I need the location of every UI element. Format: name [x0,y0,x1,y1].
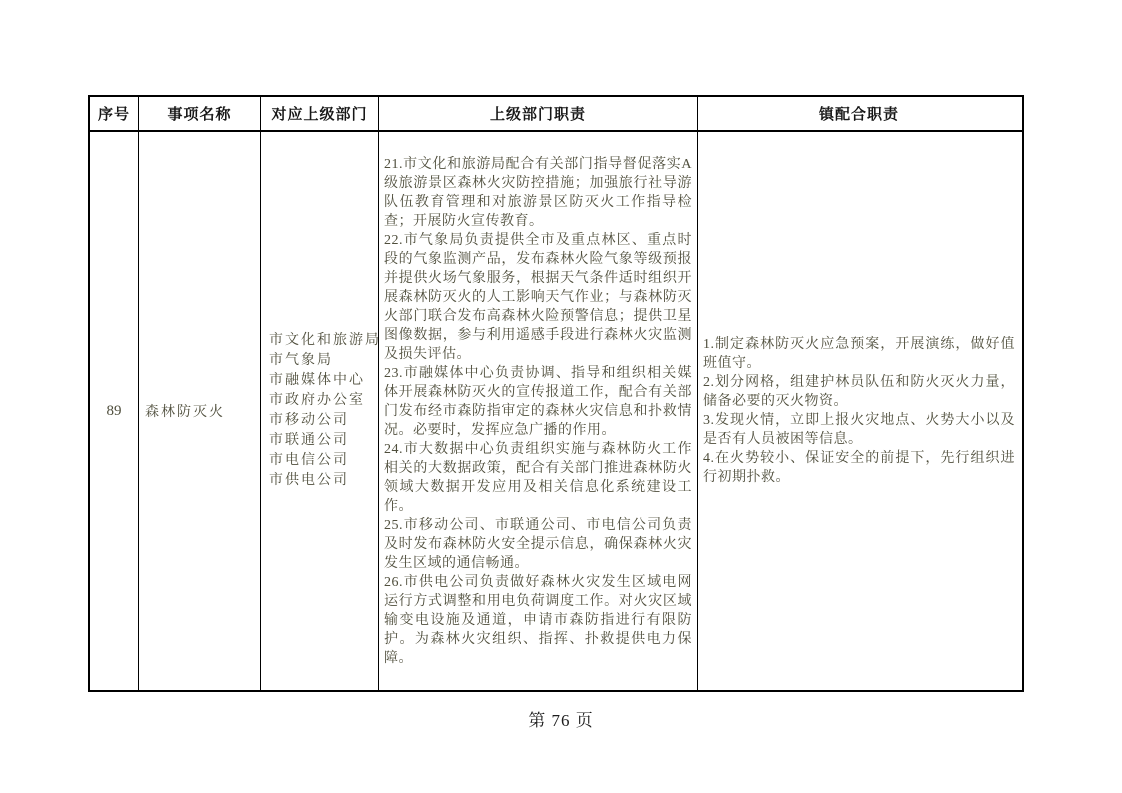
cell-item-name: 森林防灭火 [139,132,261,690]
table-header-row [90,97,1022,132]
superior-duty-paragraph: 22.市气象局负责提供全市及重点林区、重点时段的气象监测产品，发布森林火险气象等级预报并提供火场气象服务，根据天气条件适时组织开展森林防灭火的人工影响天气作业；与森林防灭火部门联合发布高森林火险预警信息；提供卫星图像数据，参与利用遥感手段进行森林火灾监测及损失评估。 [384,232,692,362]
department-line: 市政府办公室 [269,393,365,408]
header-cell-index: 序号 [90,97,139,130]
town-duty-paragraph: 4.在火势较小、保证安全的前提下，先行组织进行初期扑救。 [703,451,1015,485]
town-duty-paragraph: 2.划分网格，组建护林员队伍和防火灭火力量，储备必要的灭火物资。 [703,375,1015,409]
cell-row-index: 89 [90,132,139,690]
superior-duty-paragraph: 26.市供电公司负责做好森林火灾发生区域电网运行方式调整和用电负荷调度工作。对火灾区域输变电设施及通道，申请市森防指进行有限防护。为森林火灾组织、指挥、扑救提供电力保障。 [384,574,692,666]
superior-duty-paragraph: 23.市融媒体中心负责协调、指导和组织相关媒体开展森林防灭火的宣传报道工作，配合有关部门发布经市森防指审定的森林火灾信息和扑救情况。必要时，发挥应急广播的作用。 [384,365,692,438]
superior-duty-paragraph: 25.市移动公司、市联通公司、市电信公司负责及时发布森林防火安全提示信息，确保森林火灾发生区域的通信畅通。 [384,517,692,571]
cell-department-list [261,132,379,690]
header-cell-town-duties: 镇配合职责 [818,107,899,123]
department-line: 市文化和旅游局 [269,333,381,348]
table-row [90,132,1022,690]
town-duty-paragraph: 1.制定森林防灭火应急预案，开展演练，做好值班值守。 [703,337,1015,371]
department-line: 市移动公司 [269,413,349,428]
department-line: 市电信公司 [269,453,349,468]
header-cell-item-name: 事项名称 [139,97,261,130]
superior-duty-paragraph: 21.市文化和旅游局配合有关部门指导督促落实A级旅游景区森林火灾防控措施；加强旅行社导游队伍教育管理和对旅游景区防灭火工作指导检查；开展防火宣传教育。 [384,156,692,229]
cell-superior-duties [379,132,698,690]
town-duty-paragraph: 3.发现火情，立即上报火灾地点、火势大小以及是否有人员被困等信息。 [703,413,1015,447]
superior-duty-paragraph: 24.市大数据中心负责组织实施与森林防火工作相关的大数据政策，配合有关部门推进森林防火领域大数据开发应用及相关信息化系统建设工作。 [384,441,692,514]
department-line: 市供电公司 [269,473,349,488]
header-cell-superior-duties: 上级部门职责 [379,97,698,130]
department-line: 市融媒体中心 [269,373,365,388]
page-number: 第 76 页 [528,711,594,730]
department-line: 市气象局 [269,353,333,368]
header-cell-superior-department: 对应上级部门 [261,97,379,130]
department-line: 市联通公司 [269,433,349,448]
duties-table [88,95,1024,692]
cell-town-duties [698,132,1020,690]
